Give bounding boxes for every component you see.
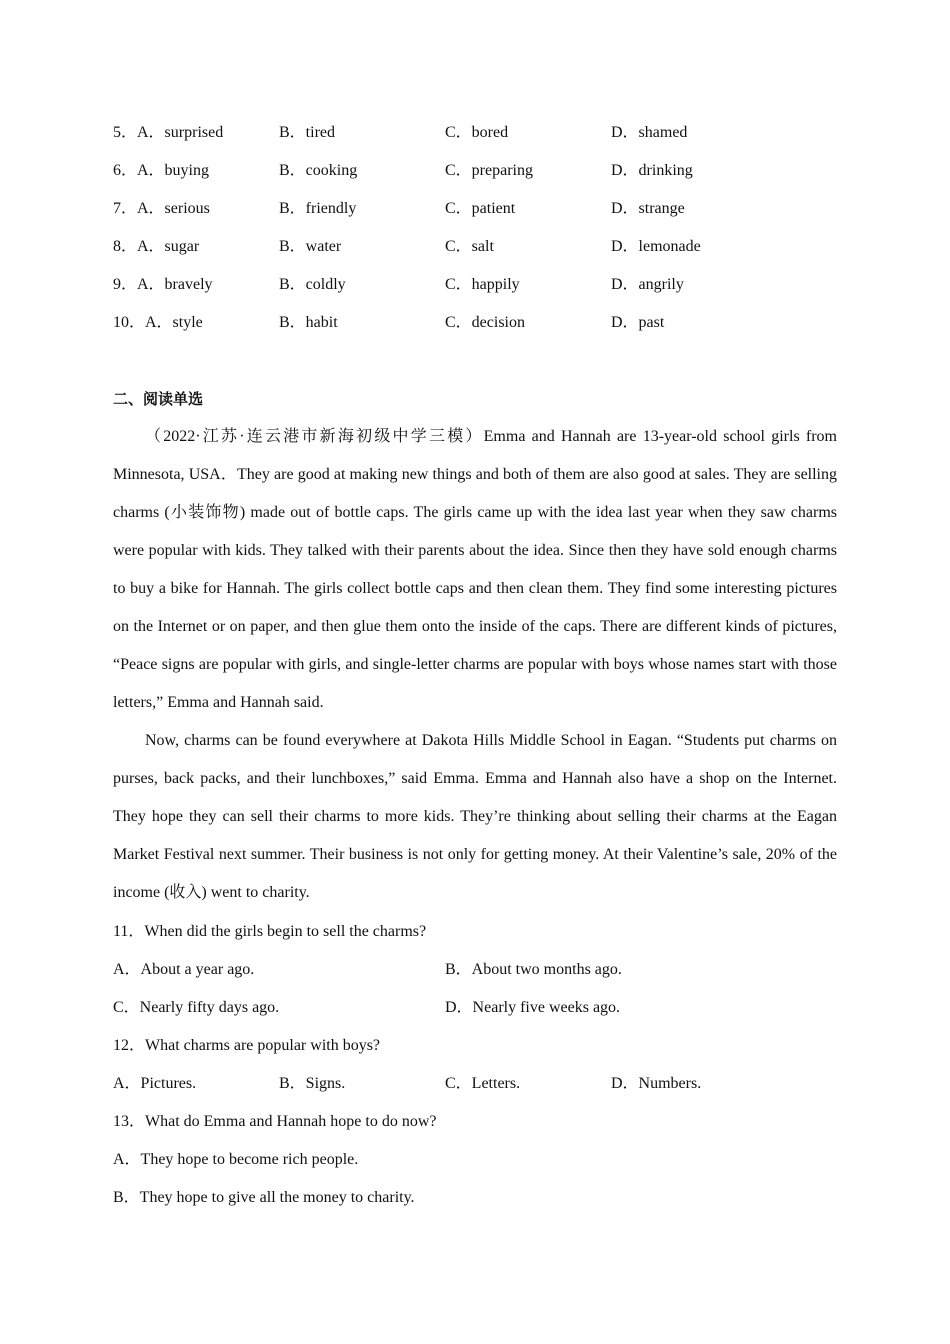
option-d: D．past <box>611 314 665 331</box>
option-c: C．preparing <box>445 162 533 179</box>
option-d: D．shamed <box>611 124 688 141</box>
question-13-option-a: A．They hope to become rich people. <box>113 1151 359 1168</box>
option-c: C．happily <box>445 276 520 293</box>
question-10-options <box>113 304 837 342</box>
option-a: 10．A．style <box>113 314 203 331</box>
question-13-stem: 13．What do Emma and Hannah hope to do now? <box>113 1113 437 1130</box>
option-a: A．About a year ago. <box>113 961 255 978</box>
passage-paragraph-1: （2022·江苏·连云港市新海初级中学三模）Emma and Hannah are 13-year-old school girls from Minnesota, USA．They are good at making new things and both of them are also good at sales. They are selling charms (小装饰物) made out of bottle caps. The girls came up with the idea last year when they saw charms were popular with kids. They talked with their parents about the idea. Since then they have sold enough charms to buy a bike for Hannah. The girls collect bottle caps and then clean them. They find some interesting pictures on the Internet or on paper, and then glue them onto the inside of the caps. There are different kinds of pictures, “Peace signs are popular with girls, and single-letter charms are popular with boys whose names start with those letters,” Emma and Hannah said. <box>113 428 837 711</box>
question-7-options <box>113 190 837 228</box>
option-c: C．salt <box>445 238 494 255</box>
option-a: 9．A．bravely <box>113 276 213 293</box>
question-13-option-b: B．They hope to give all the money to charity. <box>113 1189 415 1206</box>
option-c: C．Nearly fifty days ago. <box>113 999 280 1016</box>
option-a: 7．A．serious <box>113 200 210 217</box>
question-11-stem: 11．When did the girls begin to sell the charms? <box>113 923 427 940</box>
option-d: D．drinking <box>611 162 693 179</box>
question-9-options <box>113 266 837 304</box>
question-12-stem: 12．What charms are popular with boys? <box>113 1037 381 1054</box>
option-c: C．bored <box>445 124 509 141</box>
option-b: B．friendly <box>279 200 357 217</box>
option-a: A．Pictures. <box>113 1075 197 1092</box>
option-d: D．lemonade <box>611 238 701 255</box>
question-8-options <box>113 228 837 266</box>
option-c: C．patient <box>445 200 516 217</box>
option-b: B．cooking <box>279 162 358 179</box>
option-d: D．Numbers. <box>611 1075 702 1092</box>
option-b: B．water <box>279 238 342 255</box>
option-b: B．habit <box>279 314 338 331</box>
passage-paragraph-2: Now, charms can be found everywhere at Dakota Hills Middle School in Eagan. “Students put charms on purses, back packs, and their lunchboxes,” said Emma. Emma and Hannah also have a shop on the Internet. They hope they can sell their charms to more kids. They’re thinking about selling their charms at the Eagan Market Festival next summer. Their business is not only for getting money. At their Valentine’s sale, 20% of the income (收入) went to charity. <box>113 732 837 901</box>
option-b: B．coldly <box>279 276 346 293</box>
option-d: D．Nearly five weeks ago. <box>445 999 621 1016</box>
question-6-options <box>113 152 837 190</box>
option-a: 8．A．sugar <box>113 238 200 255</box>
question-5-options <box>113 114 837 152</box>
option-a: 5．A．surprised <box>113 124 224 141</box>
option-b: B．tired <box>279 124 335 141</box>
option-d: D．angrily <box>611 276 684 293</box>
option-a: 6．A．buying <box>113 162 210 179</box>
option-c: C．decision <box>445 314 525 331</box>
option-b: B．Signs. <box>279 1075 346 1092</box>
option-b: B．About two months ago. <box>445 961 622 978</box>
option-d: D．strange <box>611 200 685 217</box>
section-title: 二、阅读单选 <box>113 390 204 408</box>
option-c: C．Letters. <box>445 1075 521 1092</box>
